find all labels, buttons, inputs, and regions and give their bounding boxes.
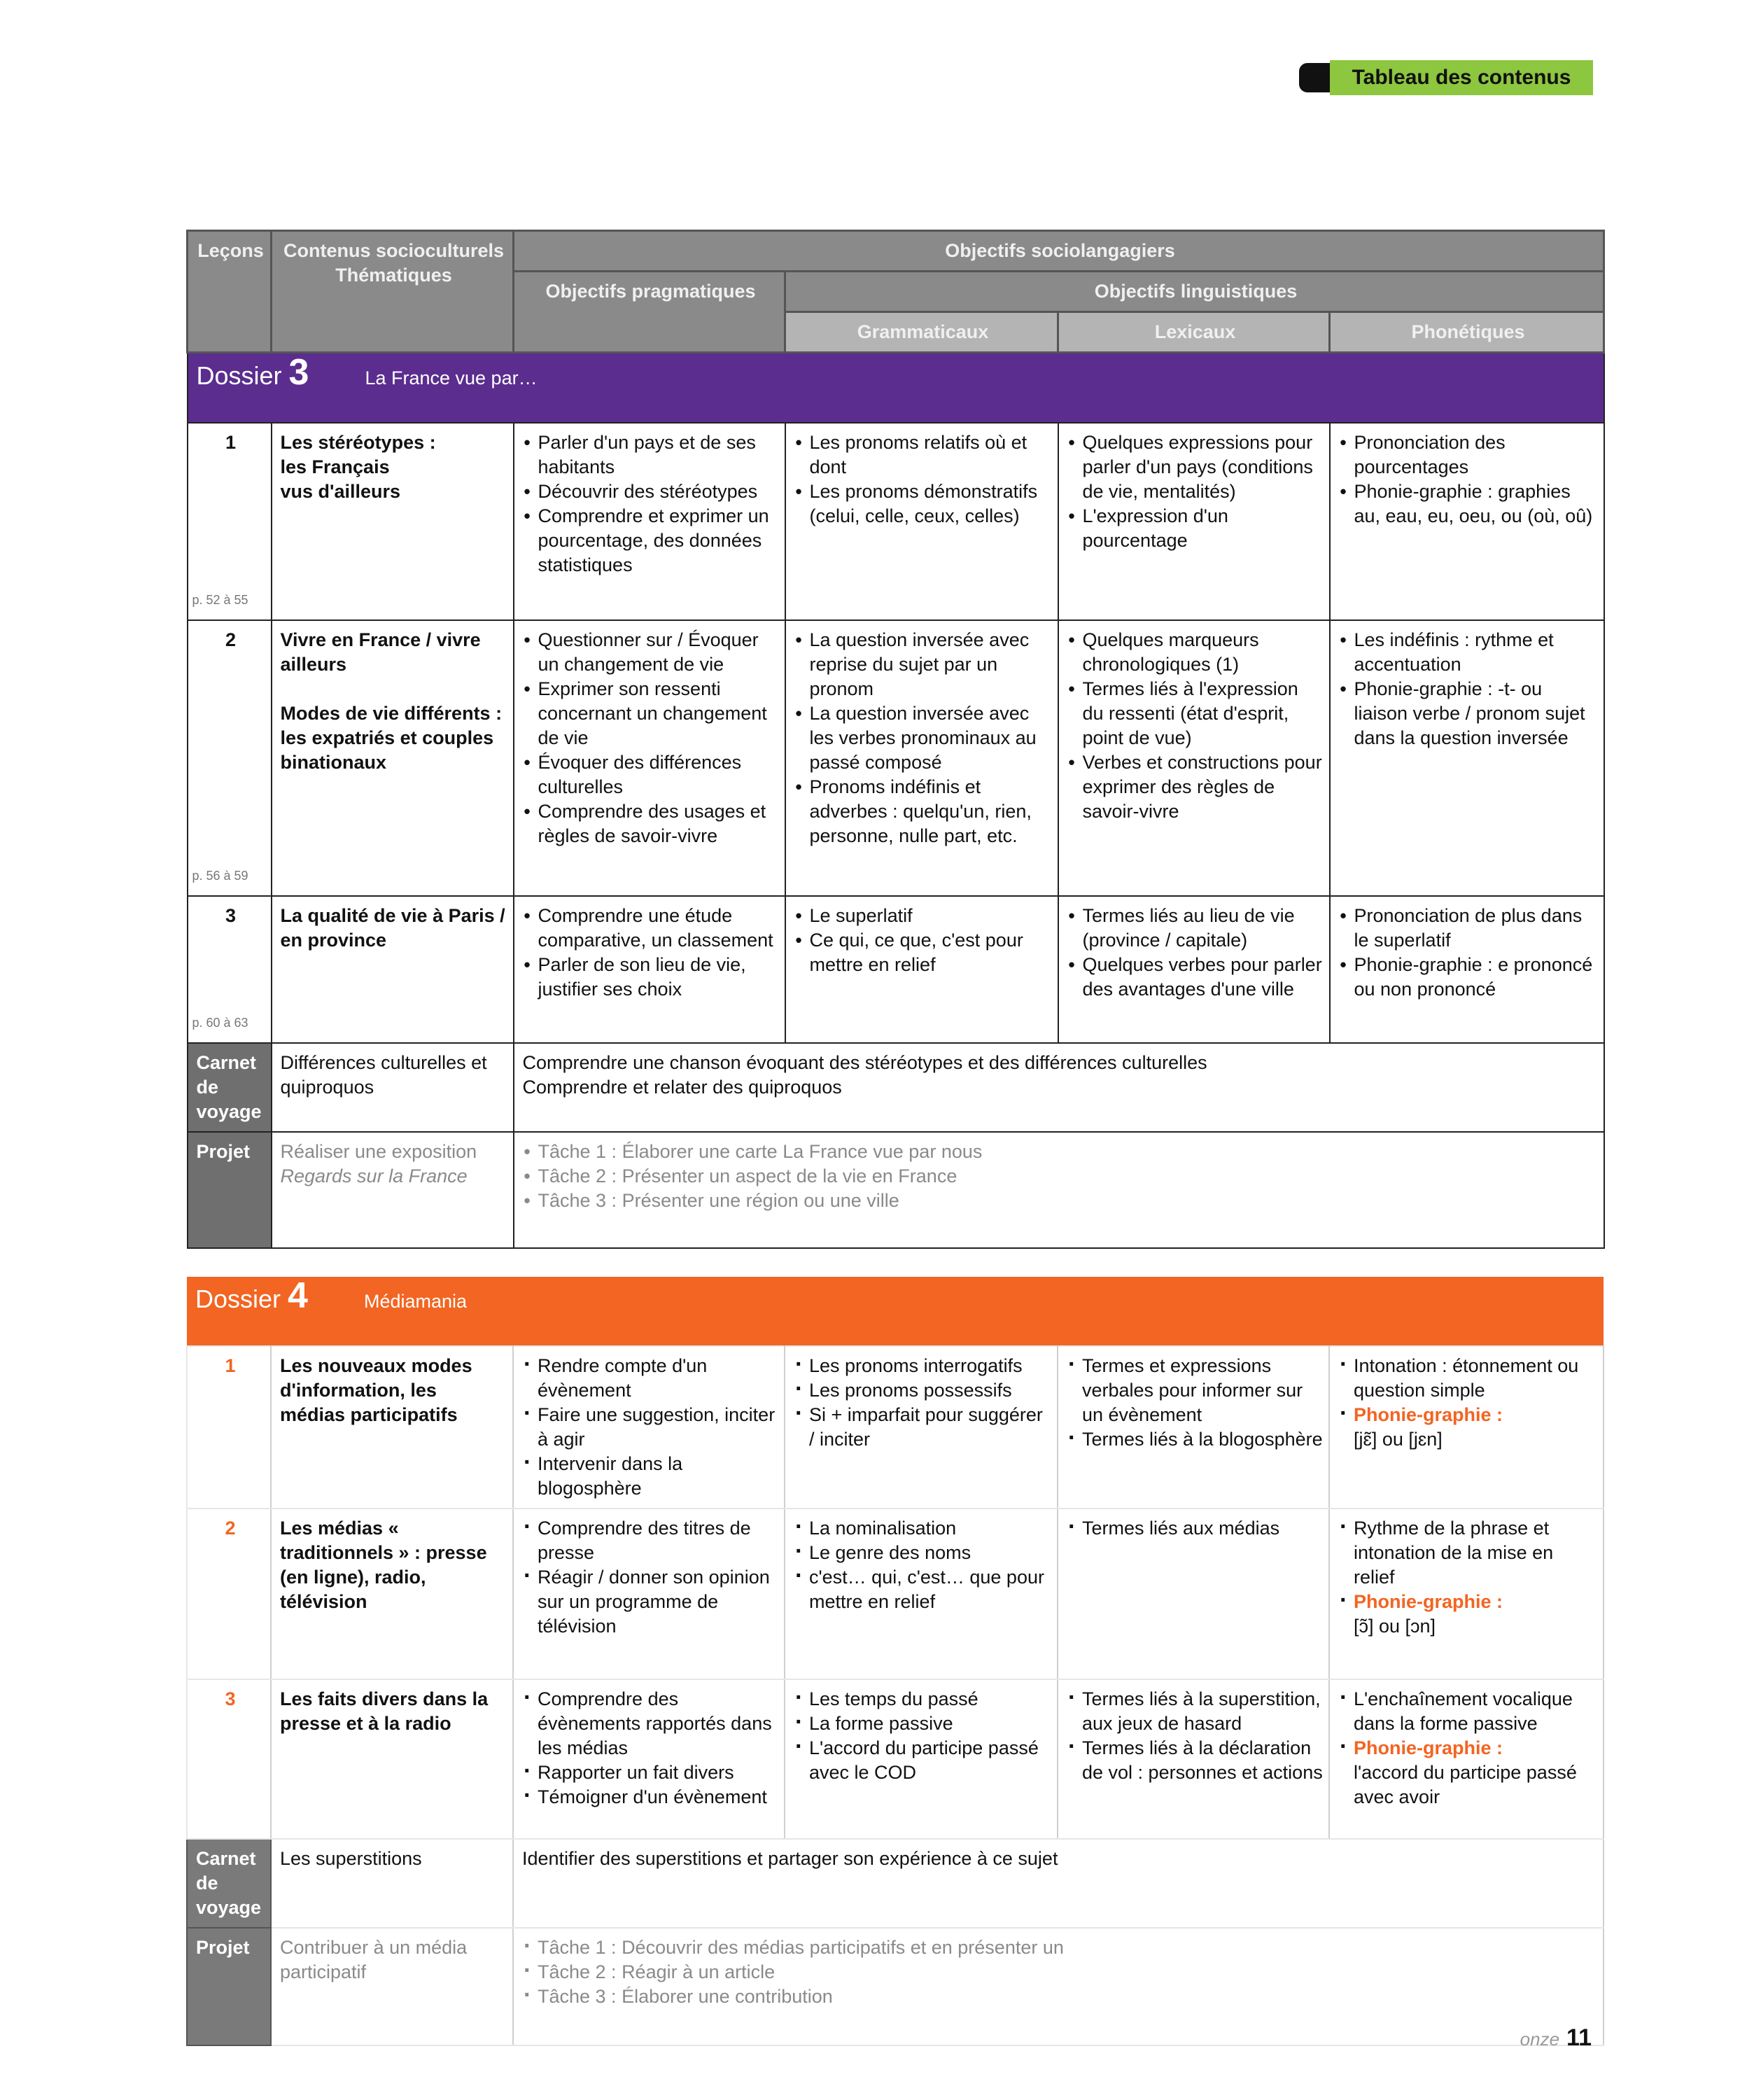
phonie-graphie-label: · Phonie-graphie : (1354, 1404, 1503, 1425)
prag-item-list (523, 904, 779, 1002)
theme-line: Vivre en France / vivre ailleurs (280, 629, 481, 675)
dossier-4-table (186, 1277, 1604, 2046)
gram-item: · Si + imparfait pour suggérer / inciter (794, 1403, 1051, 1452)
lesson-row (187, 1346, 1604, 1508)
theme-line: vus d'ailleurs (280, 481, 400, 502)
lesson-lexicaux (1058, 620, 1330, 896)
theme-line: Les médias « traditionnels » : presse (en ligne), radio, télévision (280, 1518, 487, 1612)
prag-item: • Comprendre et exprimer un pourcentage, des données statistiques (523, 504, 779, 578)
phon-item: • Phonie-graphie : e prononcé ou non prononcé (1339, 953, 1598, 1002)
projet-theme-line: Contribuer à un média participatif (280, 1937, 468, 1982)
theme-line: Les stéréotypes : (280, 432, 436, 453)
gram-item-list (794, 904, 1052, 977)
projet-task: · Tâche 2 : Réagir à un article (522, 1960, 1597, 1984)
projet-task: • Tâche 1 : Élaborer une carte La France vue par nous (523, 1140, 1598, 1164)
prag-item: • Exprimer son ressenti concernant un changement de vie (523, 677, 779, 750)
dossier-title: La France vue par… (365, 368, 538, 388)
dossier-word: Dossier (196, 361, 282, 390)
phonie-graphie-text: l'accord du participe passé avec avoir (1354, 1762, 1577, 1807)
lesson-number (188, 896, 272, 1043)
section-tab-label: Tableau des contenus (1330, 60, 1593, 95)
lesson-theme (271, 1346, 513, 1508)
phonie-graphie-item (1338, 1736, 1597, 1809)
carnet-objective: Identifier des superstitions et partager son expérience à ce sujet (522, 1848, 1058, 1869)
phon-item-list (1338, 1687, 1597, 1809)
phon-item: • Prononciation des pourcentages (1339, 430, 1598, 479)
lesson-grammaticaux (785, 1679, 1058, 1839)
phon-item: · Intonation : étonnement ou question simple (1338, 1354, 1597, 1403)
lesson-lexicaux (1058, 1346, 1329, 1508)
prag-item: · Réagir / donner son opinion sur un programme de télévision (522, 1565, 778, 1639)
lesson-number (187, 1508, 271, 1679)
lesson-pages: p. 52 à 55 (192, 593, 248, 607)
lesson-row (188, 423, 1604, 620)
phonie-graphie-item (1338, 1590, 1597, 1639)
lesson-pragmatiques (514, 896, 785, 1043)
lesson-phonetiques (1329, 1346, 1604, 1508)
projet-tasks (514, 1132, 1604, 1248)
projet-row (187, 1928, 1604, 2045)
gram-item-list (794, 430, 1052, 528)
carnet-theme: Différences culturelles et quiproquos (272, 1043, 514, 1132)
lesson-number-value: 1 (225, 1355, 236, 1376)
col-phonetiques: Phonétiques (1330, 312, 1604, 353)
lesson-grammaticaux (785, 1508, 1058, 1679)
lex-item: • Termes liés au lieu de vie (province / capitale) (1067, 904, 1324, 953)
projet-task: · Tâche 1 : Découvrir des médias participatifs et en présenter un (522, 1935, 1597, 1960)
lesson-number-value: 2 (225, 1518, 236, 1539)
projet-task: · Tâche 3 : Élaborer une contribution (522, 1984, 1597, 2009)
lex-item: • Quelques verbes pour parler des avantages d'une ville (1067, 953, 1324, 1002)
prag-item-list (522, 1687, 778, 1809)
phon-item-list (1339, 904, 1598, 1002)
carnet-row (188, 1043, 1604, 1132)
projet-tasks (513, 1928, 1604, 2045)
dossier-3-banner (188, 353, 1604, 424)
phonie-graphie-text: [jɛ̃] ou [jɛn] (1354, 1429, 1443, 1450)
projet-task: • Tâche 3 : Présenter une région ou une ville (523, 1189, 1598, 1213)
lex-item: • Quelques expressions pour parler d'un pays (conditions de vie, mentalités) (1067, 430, 1324, 504)
prag-item: · Intervenir dans la blogosphère (522, 1452, 778, 1501)
col-grammaticaux: Grammaticaux (785, 312, 1058, 353)
lesson-lexicaux (1058, 1508, 1329, 1679)
lesson-number-value: 2 (225, 629, 237, 650)
lesson-phonetiques (1329, 1508, 1604, 1679)
dossier-number: 3 (288, 352, 309, 393)
projet-theme (271, 1928, 513, 2045)
lex-item: · Termes liés à la déclaration de vol : personnes et actions (1067, 1736, 1323, 1785)
gram-item: • La question inversée avec reprise du sujet par un pronom (794, 628, 1052, 701)
gram-item: · Le genre des noms (794, 1541, 1051, 1565)
prag-item-list (523, 628, 779, 848)
page-number-word: onze (1520, 2029, 1560, 2050)
prag-item: · Faire une suggestion, inciter à agir (522, 1403, 778, 1452)
lex-item: · Termes et expressions verbales pour informer sur un évènement (1067, 1354, 1323, 1427)
prag-item: · Rapporter un fait divers (522, 1760, 778, 1785)
gram-item: • Les pronoms démonstratifs (celui, celle, ceux, celles) (794, 479, 1052, 528)
lesson-theme (272, 620, 514, 896)
phon-item-list (1338, 1354, 1597, 1452)
phonie-graphie-label: · Phonie-graphie : (1354, 1737, 1503, 1758)
lex-item: • Quelques marqueurs chronologiques (1) (1067, 628, 1324, 677)
carnet-row (187, 1839, 1604, 1928)
gram-item: · c'est… qui, c'est… que pour mettre en relief (794, 1565, 1051, 1614)
lex-item: • L'expression d'un pourcentage (1067, 504, 1324, 553)
theme-line: Les nouveaux modes d'information, les médias participatifs (280, 1355, 472, 1425)
gram-item: • Le superlatif (794, 904, 1052, 928)
page-number-value: 11 (1566, 2024, 1592, 2051)
col-contenus: Contenus socioculturels Thématiques (272, 231, 514, 353)
prag-item: • Questionner sur / Évoquer un changement de vie (523, 628, 779, 677)
lesson-theme (271, 1508, 513, 1679)
lex-item: · Termes liés à la superstition, aux jeux de hasard (1067, 1687, 1323, 1736)
lesson-phonetiques (1330, 620, 1604, 896)
lex-item: · Termes liés aux médias (1067, 1516, 1323, 1541)
lesson-row (187, 1508, 1604, 1679)
prag-item-list (522, 1354, 778, 1501)
projet-theme-line: Regards sur la France (280, 1166, 468, 1186)
lesson-theme (272, 896, 514, 1043)
lesson-number (188, 423, 272, 620)
phon-item: • Phonie-graphie : -t- ou liaison verbe / pronom sujet dans la question inversée (1339, 677, 1598, 750)
phon-item: · L'enchaînement vocalique dans la forme passive (1338, 1687, 1597, 1736)
lex-item: • Verbes et constructions pour exprimer des règles de savoir-vivre (1067, 750, 1324, 824)
lesson-number-value: 3 (225, 1688, 236, 1709)
phon-item: • Prononciation de plus dans le superlatif (1339, 904, 1598, 953)
theme-line: Les faits divers dans la presse et à la radio (280, 1688, 489, 1734)
phon-item: · Rythme de la phrase et intonation de la mise en relief (1338, 1516, 1597, 1590)
lex-item-list (1067, 628, 1324, 824)
col-objectifs-socio: Objectifs sociolangagiers (514, 231, 1604, 272)
lesson-pragmatiques (513, 1679, 785, 1839)
projet-task: • Tâche 2 : Présenter un aspect de la vie en France (523, 1164, 1598, 1189)
lesson-grammaticaux (785, 896, 1058, 1043)
lesson-lexicaux (1058, 423, 1330, 620)
gram-item: · Les pronoms possessifs (794, 1378, 1051, 1403)
theme-line: Modes de vie différents : les expatriés et couples binationaux (280, 703, 503, 773)
gram-item: • Les pronoms relatifs où et dont (794, 430, 1052, 479)
lesson-pragmatiques (514, 423, 785, 620)
gram-item: • La question inversée avec les verbes pronominaux au passé composé (794, 701, 1052, 775)
carnet-label: Carnet de voyage (188, 1043, 272, 1132)
prag-item: • Comprendre des usages et règles de savoir-vivre (523, 799, 779, 848)
dossier-3-table (186, 230, 1605, 1249)
prag-item-list (523, 430, 779, 578)
lesson-number (187, 1679, 271, 1839)
phon-item-list (1339, 430, 1598, 528)
prag-item: • Évoquer des différences culturelles (523, 750, 779, 799)
phonie-graphie-label: · Phonie-graphie : (1354, 1591, 1503, 1612)
gram-item: • Ce qui, ce que, c'est pour mettre en relief (794, 928, 1052, 977)
prag-item: · Comprendre des titres de presse (522, 1516, 778, 1565)
prag-item: · Comprendre des évènements rapportés dans les médias (522, 1687, 778, 1760)
lesson-pragmatiques (513, 1346, 785, 1508)
lesson-grammaticaux (785, 423, 1058, 620)
section-tab (1299, 60, 1593, 95)
gram-item-list (794, 628, 1052, 848)
lesson-number (188, 620, 272, 896)
gram-item: • Pronoms indéfinis et adverbes : quelqu'un, rien, personne, nulle part, etc. (794, 775, 1052, 848)
lesson-row (188, 896, 1604, 1043)
lesson-row (188, 620, 1604, 896)
dossier-number: 4 (288, 1275, 308, 1316)
lesson-pragmatiques (514, 620, 785, 896)
gram-item: · La nominalisation (794, 1516, 1051, 1541)
theme-gap (281, 677, 507, 701)
projet-label: Projet (188, 1132, 272, 1248)
carnet-objective: Comprendre et relater des quiproquos (522, 1077, 842, 1098)
gram-item-list (794, 1516, 1051, 1614)
lesson-pages: p. 56 à 59 (192, 869, 248, 883)
gram-item: · L'accord du participe passé avec le COD (794, 1736, 1051, 1785)
prag-item: • Comprendre une étude comparative, un classement (523, 904, 779, 953)
carnet-objectives (514, 1043, 1604, 1132)
phon-item-list (1339, 628, 1598, 750)
prag-item-list (522, 1516, 778, 1639)
dossier-title: Médiamania (363, 1291, 468, 1312)
page-number (1520, 2024, 1592, 2052)
prag-item: • Parler d'un pays et de ses habitants (523, 430, 779, 479)
projet-row (188, 1132, 1604, 1248)
lesson-phonetiques (1329, 1679, 1604, 1839)
gram-item: · Les temps du passé (794, 1687, 1051, 1712)
carnet-theme: Les superstitions (271, 1839, 513, 1928)
projet-theme (272, 1132, 514, 1248)
col-pragmatiques: Objectifs pragmatiques (514, 272, 785, 353)
lesson-phonetiques (1330, 896, 1604, 1043)
lex-item-list (1067, 430, 1324, 553)
lesson-theme (272, 423, 514, 620)
col-linguistiques: Objectifs linguistiques (785, 272, 1604, 312)
lesson-number-value: 1 (225, 432, 237, 453)
projet-label: Projet (187, 1928, 271, 2045)
lesson-pragmatiques (513, 1508, 785, 1679)
col-lexicaux: Lexicaux (1058, 312, 1330, 353)
theme-line: La qualité de vie à Paris / en province (280, 905, 505, 951)
lesson-phonetiques (1330, 423, 1604, 620)
lex-item-list (1067, 904, 1324, 1002)
lex-item-list (1067, 1516, 1323, 1541)
dossier-word: Dossier (195, 1284, 281, 1313)
gram-item: · Les pronoms interrogatifs (794, 1354, 1051, 1378)
carnet-objective: Comprendre une chanson évoquant des stéréotypes et des différences culturelles (522, 1052, 1207, 1073)
lesson-theme (271, 1679, 513, 1839)
prag-item: • Découvrir des stéréotypes (523, 479, 779, 504)
lesson-grammaticaux (785, 1346, 1058, 1508)
lex-item: • Termes liés à l'expression du ressenti (état d'esprit, point de vue) (1067, 677, 1324, 750)
phon-item: • Les indéfinis : rythme et accentuation (1339, 628, 1598, 677)
lex-item: · Termes liés à la blogosphère (1067, 1427, 1323, 1452)
lesson-pages: p. 60 à 63 (192, 1016, 248, 1030)
dossier-4-banner (187, 1277, 1604, 1346)
col-lecons: Leçons (188, 231, 272, 353)
theme-line: les Français (280, 456, 390, 477)
prag-item: • Parler de son lieu de vie, justifier ses choix (523, 953, 779, 1002)
carnet-objectives (513, 1839, 1604, 1928)
lesson-lexicaux (1058, 1679, 1329, 1839)
projet-theme-line: Réaliser une exposition (280, 1141, 477, 1162)
phonie-graphie-item (1338, 1403, 1597, 1452)
gram-item-list (794, 1354, 1051, 1452)
lesson-number (187, 1346, 271, 1508)
phonie-graphie-text: [ɔ̃] ou [ɔn] (1354, 1616, 1436, 1637)
lex-item-list (1067, 1354, 1323, 1452)
lesson-row (187, 1679, 1604, 1839)
lesson-number-value: 3 (225, 905, 237, 926)
prag-item: · Témoigner d'un évènement (522, 1785, 778, 1809)
carnet-label: Carnet de voyage (187, 1839, 271, 1928)
phon-item: • Phonie-graphie : graphies au, eau, eu, oeu, ou (où, oû) (1339, 479, 1598, 528)
lex-item-list (1067, 1687, 1323, 1785)
gram-item-list (794, 1687, 1051, 1785)
prag-item: · Rendre compte d'un évènement (522, 1354, 778, 1403)
gram-item: · La forme passive (794, 1712, 1051, 1736)
lesson-grammaticaux (785, 620, 1058, 896)
lesson-lexicaux (1058, 896, 1330, 1043)
phon-item-list (1338, 1516, 1597, 1639)
